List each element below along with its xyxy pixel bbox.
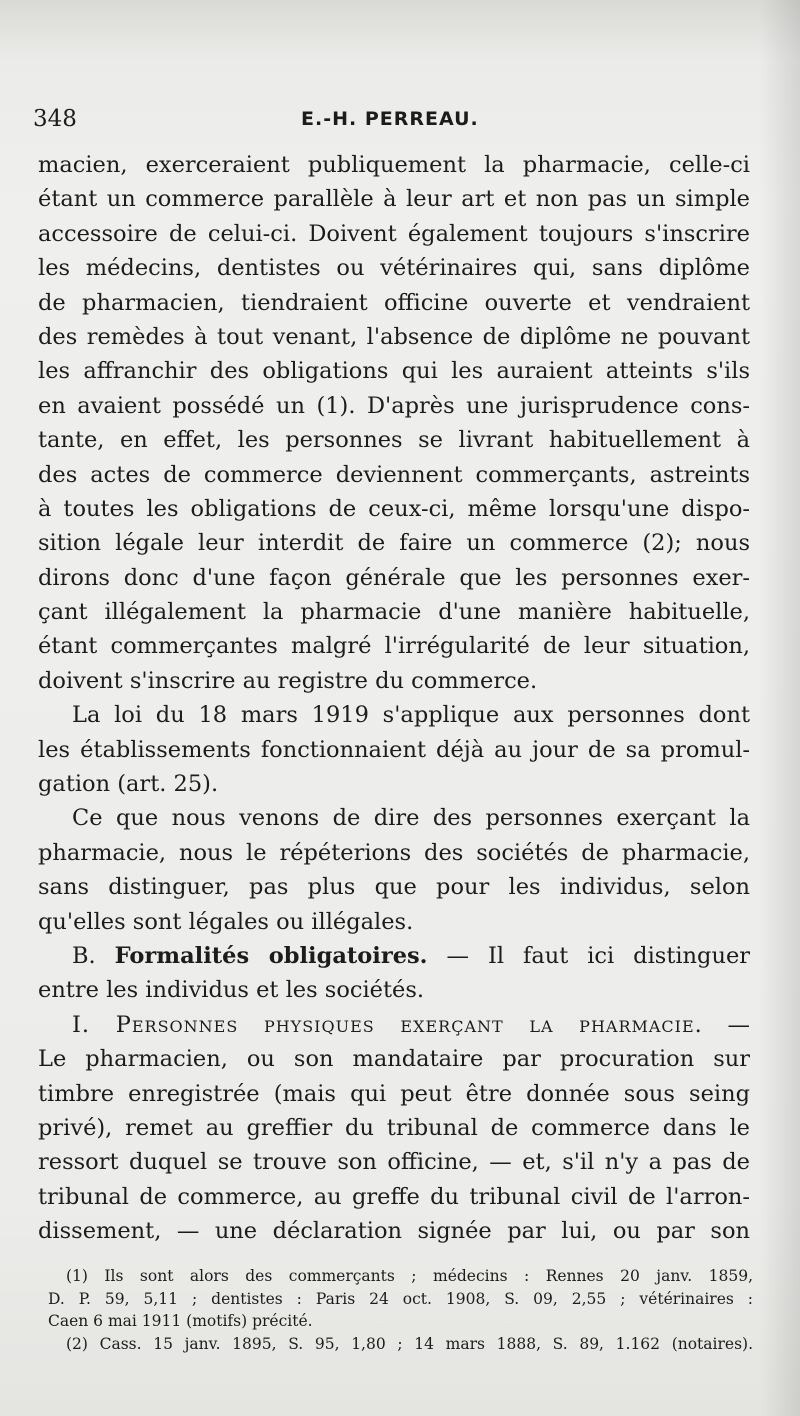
subsection-dash: —	[727, 1011, 750, 1038]
text-line: tribunal de commerce, au greffe du tribunal civil de l'arron-	[38, 1183, 750, 1210]
text-line: dissement, — une déclaration signée par lui, ou par son	[38, 1218, 750, 1245]
text-line: gation (art. 25).	[38, 771, 219, 798]
body-text	[38, 148, 750, 1249]
section-heading-line	[38, 939, 750, 973]
footnotes	[48, 1265, 753, 1355]
text-line: les établissements fonctionnaient déjà au jour de sa promul-	[38, 736, 750, 763]
subsection-title: I. Personnes physiques exerçant la pharmacie.	[72, 1011, 703, 1038]
text-line: qu'elles sont légales ou illégales.	[38, 908, 414, 935]
text-line: en avaient possédé un (1). D'après une jurisprudence cons-	[38, 392, 750, 419]
text-line: des remèdes à tout venant, l'absence de diplôme ne pouvant	[38, 323, 750, 350]
page-number: 348	[33, 106, 77, 132]
text-line: étant commerçantes malgré l'irrégularité de leur situation,	[38, 633, 750, 660]
text-line: accessoire de celui-ci. Doivent également toujours s'inscrire	[38, 220, 750, 247]
text-line: pharmacie, nous le répéterions des sociétés de pharmacie,	[38, 839, 750, 866]
text-line: privé), remet au greffier du tribunal de commerce dans le	[38, 1114, 750, 1141]
text-line: les médecins, dentistes ou vétérinaires qui, sans diplôme	[38, 255, 750, 282]
text-line: de pharmacien, tiendraient officine ouverte et vendraient	[38, 289, 750, 316]
section-intro: — Il faut ici distinguer	[446, 942, 751, 969]
text-line: çant illégalement la pharmacie d'une manière habituelle,	[38, 599, 750, 626]
text-line: sans distinguer, pas plus que pour les individus, selon	[38, 874, 750, 901]
footnote-1-line: Caen 6 mai 1911 (motifs) précité.	[48, 1312, 313, 1330]
text-line: ressort duquel se trouve son officine, — et, s'il n'y a pas de	[38, 1149, 750, 1176]
text-line: Ce que nous venons de dire des personnes exerçant la	[72, 805, 750, 832]
text-line: dirons donc d'une façon générale que les personnes exer-	[38, 564, 750, 591]
running-head: E.-H. PERREAU.	[301, 108, 479, 130]
section-letter: B.	[72, 942, 96, 969]
text-line: macien, exerceraient publiquement la pharmacie, celle-ci	[38, 152, 750, 178]
text-line: La loi du 18 mars 1919 s'applique aux personnes dont	[72, 702, 750, 729]
page-header	[33, 104, 773, 144]
text-line: étant un commerce parallèle à leur art et non pas un simple	[38, 186, 750, 213]
text-line: des actes de commerce deviennent commerçants, astreints	[38, 461, 750, 488]
section-title: Formalités obligatoires.	[114, 942, 428, 969]
text-line: timbre enregistrée (mais qui peut être donnée sous seing	[38, 1080, 750, 1107]
footnote-1-line: (1) Ils sont alors des commerçants ; médecins : Rennes 20 janv. 1859,	[66, 1267, 753, 1285]
text-line: Le pharmacien, ou son mandataire par procuration sur	[38, 1046, 750, 1073]
text-line: doivent s'inscrire au registre du commerce.	[38, 667, 538, 694]
subsection-heading-line	[38, 1008, 750, 1042]
text-line: sition légale leur interdit de faire un commerce (2); nous	[38, 530, 750, 557]
text-line: tante, en effet, les personnes se livrant habituellement à	[38, 427, 750, 454]
footnote-2-line: (2) Cass. 15 janv. 1895, S. 95, 1,80 ; 14 mars 1888, S. 89, 1.162 (notaires).	[66, 1334, 753, 1353]
footnote-1-line: D. P. 59, 5,11 ; dentistes : Paris 24 oct. 1908, S. 09, 2,55 ; vétérinaires :	[48, 1289, 753, 1308]
text-line: les affranchir des obligations qui les auraient atteints s'ils	[38, 358, 750, 385]
text-line: entre les individus et les sociétés.	[38, 977, 425, 1004]
text-line: à toutes les obligations de ceux-ci, même lorsqu'une dispo-	[38, 495, 750, 522]
